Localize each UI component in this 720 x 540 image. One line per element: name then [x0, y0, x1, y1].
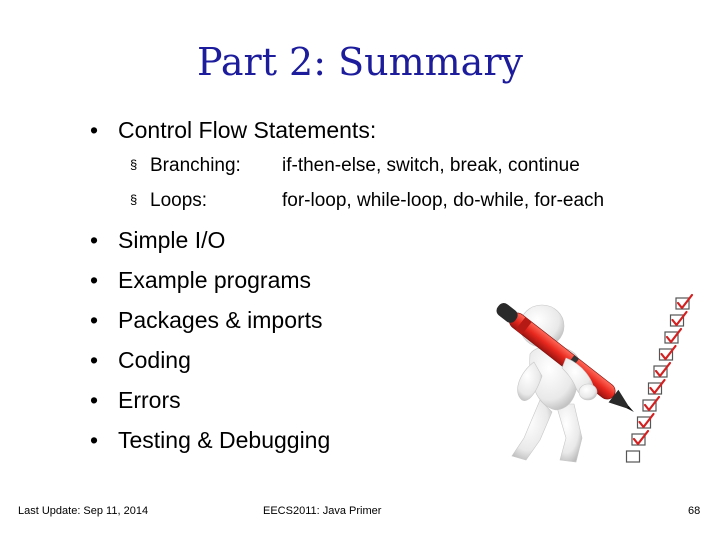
person-with-pen-and-checklist-icon — [482, 288, 704, 472]
bullet-item — [90, 266, 311, 294]
bullet-text: Coding — [118, 347, 191, 373]
sub-bullet-label: Loops: — [150, 190, 208, 211]
checklist-item — [627, 451, 640, 462]
bullet-text: Packages & imports — [118, 307, 323, 333]
footer-last-update: Last Update: Sep 11, 2014 — [18, 505, 149, 517]
bullet-item — [90, 116, 376, 144]
sub-bullet-marker: § — [130, 157, 138, 172]
sub-bullet-label: Branching: — [150, 155, 241, 176]
checklist-item — [632, 431, 648, 445]
bullet-text: Example programs — [118, 267, 312, 293]
sub-bullet-value: for-loop, while-loop, do-while, for-each — [282, 190, 605, 211]
checklist-item — [671, 312, 687, 326]
bullet-item — [90, 346, 191, 374]
bullet-item — [90, 226, 225, 254]
footer-course: EECS2011: Java Primer — [263, 505, 382, 517]
checklist-item — [643, 397, 659, 411]
bullet-text: Control Flow Statements: — [118, 117, 377, 143]
checklist-item — [660, 346, 676, 360]
sub-bullet-marker: § — [130, 192, 138, 207]
bullet-marker: • — [90, 117, 99, 143]
checklist-item — [654, 363, 670, 377]
checklist-item — [649, 380, 665, 394]
slide-title: Part 2: Summary — [197, 40, 523, 84]
bullet-marker: • — [90, 427, 99, 453]
checklist-item — [676, 295, 692, 309]
sub-bullet-value: if-then-else, switch, break, continue — [282, 155, 580, 176]
bullet-text: Errors — [118, 387, 181, 413]
checklist-item — [665, 329, 681, 343]
bullet-marker: • — [90, 347, 99, 373]
bullet-item — [90, 426, 330, 454]
bullet-text: Simple I/O — [118, 227, 226, 253]
checklist-item — [638, 414, 654, 428]
bullet-marker: • — [90, 307, 99, 333]
bullet-text: Testing & Debugging — [118, 427, 331, 453]
sub-bullet-item — [130, 153, 580, 178]
bullet-marker: • — [90, 267, 99, 293]
sub-bullet-item — [130, 188, 604, 213]
bullet-marker: • — [90, 227, 99, 253]
bullet-marker: • — [90, 387, 99, 413]
bullet-item — [90, 386, 181, 414]
checklist — [627, 295, 693, 462]
bullet-item — [90, 306, 323, 334]
footer-page-number: 68 — [688, 505, 701, 517]
checkbox-icon — [627, 451, 640, 462]
